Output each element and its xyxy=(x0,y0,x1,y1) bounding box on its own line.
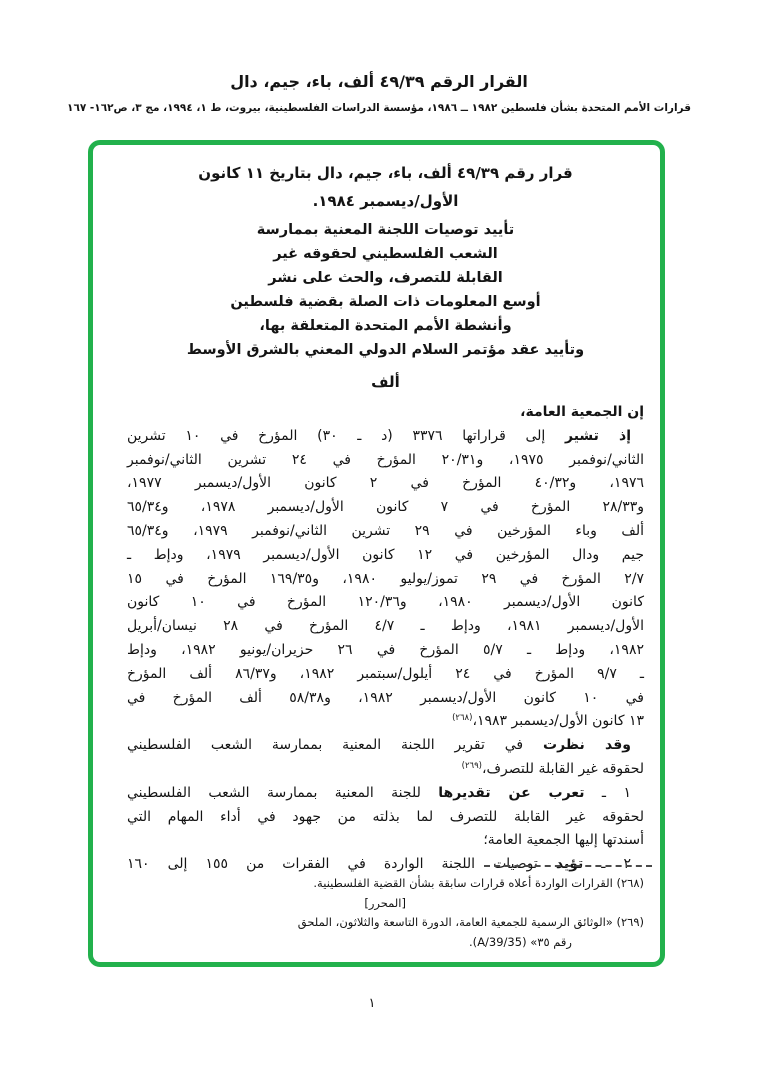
footnote-269: (٢٦٩) «الوثائق الرسمية للجمعية العامة، الدورة التاسعة والثلاثون، الملحق xyxy=(297,915,644,929)
text-line: الثاني/نوفمبر ١٩٧٥، و٢٠/٣١ المؤرخ في ٢٤ تشرين الثاني/نوفمبر xyxy=(127,451,645,468)
text-line: وقد نظرت في تقرير اللجنة المعنية بممارسة الشعب الفلسطيني xyxy=(127,737,631,754)
text-line: لحقوقه غير القابلة للتصرف لما بذلته من جهود في أداء المهام التي xyxy=(127,808,644,825)
footnote-ref-268: (٢٦٨) xyxy=(452,713,473,724)
preamble-intro: إن الجمعية العامة، xyxy=(520,404,644,420)
footnote-ref-269: (٢٦٩) xyxy=(461,760,482,771)
page-header xyxy=(0,72,758,114)
footnote-268-editor-tag: [المحرر] xyxy=(364,895,406,910)
opener-line-2: الأول/ديسمبر ١٩٨٤. xyxy=(312,192,459,210)
text-line: ألف وباء المؤرخين في ٢٩ تشرين الثاني/نوفمبر ١٩٧٩، و٦٥/٣٤ xyxy=(127,522,645,539)
subject-line: القابلة للتصرف، والحث على نشر xyxy=(268,270,503,286)
text-line: أسندتها إليها الجمعية العامة؛ xyxy=(483,832,644,849)
subject-line: تأييد توصيات اللجنة المعنية بممارسة xyxy=(256,222,515,238)
footnote-269-continuation: رقم ٣٥» (A/39/35). xyxy=(469,934,572,949)
text-line: ٢/٧ المؤرخ في ٢٩ تموز/يوليو ١٩٨٠، و١٦٩/٣٥ المؤرخ في ١٥ xyxy=(127,570,644,587)
footnotes xyxy=(127,865,644,952)
subject-line: أوسع المعلومات ذات الصلة بقضية فلسطين xyxy=(230,294,541,310)
footnote-268: (٢٦٨) القرارات الواردة أعلاه قرارات سابقة بشأن القضية الفلسطينية. xyxy=(313,876,644,890)
opener-line-1: قرار رقم ٤٩/٣٩ ألف، باء، جيم، دال بتاريخ ١١ كانون xyxy=(198,164,573,182)
page-number: ١ xyxy=(368,996,376,1011)
text-line: الأول/ديسمبر ١٩٨١، ودإط ـ ٤/٧ المؤرخ في ٢٨ نيسان/أبريل xyxy=(127,618,644,635)
resolution-opener xyxy=(127,159,644,215)
text-line: ١٩٨٢، ودإط ـ ٥/٧ المؤرخ في ٢٦ حزيران/يونيو ١٩٨٢، ودإط xyxy=(127,641,644,658)
resolution-body xyxy=(127,401,644,877)
text-line: ـ ٩/٧ المؤرخ في ٢٤ أيلول/سبتمبر ١٩٨٢، و٨٦/٣٧ ألف المؤرخ xyxy=(127,665,645,682)
text-line: جيم ودال المؤرخين في ١٢ كانون الأول/ديسمبر ١٩٧٩، ودإط ـ xyxy=(127,546,644,563)
resolution-box xyxy=(88,140,665,967)
text-line: ٢ ـ تؤيد توصيات اللجنة الواردة في الفقرات من ١٥٥ إلى ١٦٠ xyxy=(127,856,631,873)
source-citation-line: قرارات الأمم المتحدة بشأن فلسطين ١٩٨٢ ــ ١٩٨٦، مؤسسة الدراسات الفلسطينية، بيروت، ط ١، ١٩٩٤، مج ٣، ص١٦٢- ١٦٧ xyxy=(67,102,691,114)
subject-line: وأنشطة الأمم المتحدة المتعلقة بها، xyxy=(259,318,512,334)
resolution-subject-heading xyxy=(127,218,644,362)
page-title: القرار الرقم ٤٩/٣٩ ألف، باء، جيم، دال xyxy=(230,72,528,91)
footnote-separator xyxy=(484,865,652,867)
subject-line: وتأييد عقد مؤتمر السلام الدولي المعني بالشرق الأوسط xyxy=(186,342,585,358)
text-line: ١٣ كانون الأول/ديسمبر ١٩٨٣،$^{(٢٦٨)}$ xyxy=(452,713,644,730)
section-label-alef: ألف xyxy=(371,373,400,391)
subject-line: الشعب الفلسطيني لحقوقه غير xyxy=(273,246,498,262)
text-line: كانون الأول/ديسمبر ١٩٨٠، و١٢٠/٣٦ المؤرخ في ١٠ كانون xyxy=(127,594,644,611)
text-line: إذ تشير إلى قراراتها ٣٣٧٦ (د ـ ٣٠) المؤرخ في ١٠ تشرين xyxy=(127,427,632,444)
text-line: و٢٨/٣٣ المؤرخ في ٧ كانون الأول/ديسمبر ١٩٧٨، و٦٥/٣٤ xyxy=(127,499,644,516)
text-line: ١ ـ تعرب عن تقديرها للجنة المعنية بممارسة الشعب الفلسطيني xyxy=(127,784,631,801)
text-line: لحقوقه غير القابلة للتصرف،$^{(٢٦٩)}$ xyxy=(461,760,644,777)
text-line: في ١٠ كانون الأول/ديسمبر ١٩٨٢، و٥٨/٣٨ ألف المؤرخ في xyxy=(127,689,644,706)
text-line: ١٩٧٦، و٤٠/٣٢ المؤرخ في ٢ كانون الأول/ديسمبر ١٩٧٧، xyxy=(127,475,644,492)
